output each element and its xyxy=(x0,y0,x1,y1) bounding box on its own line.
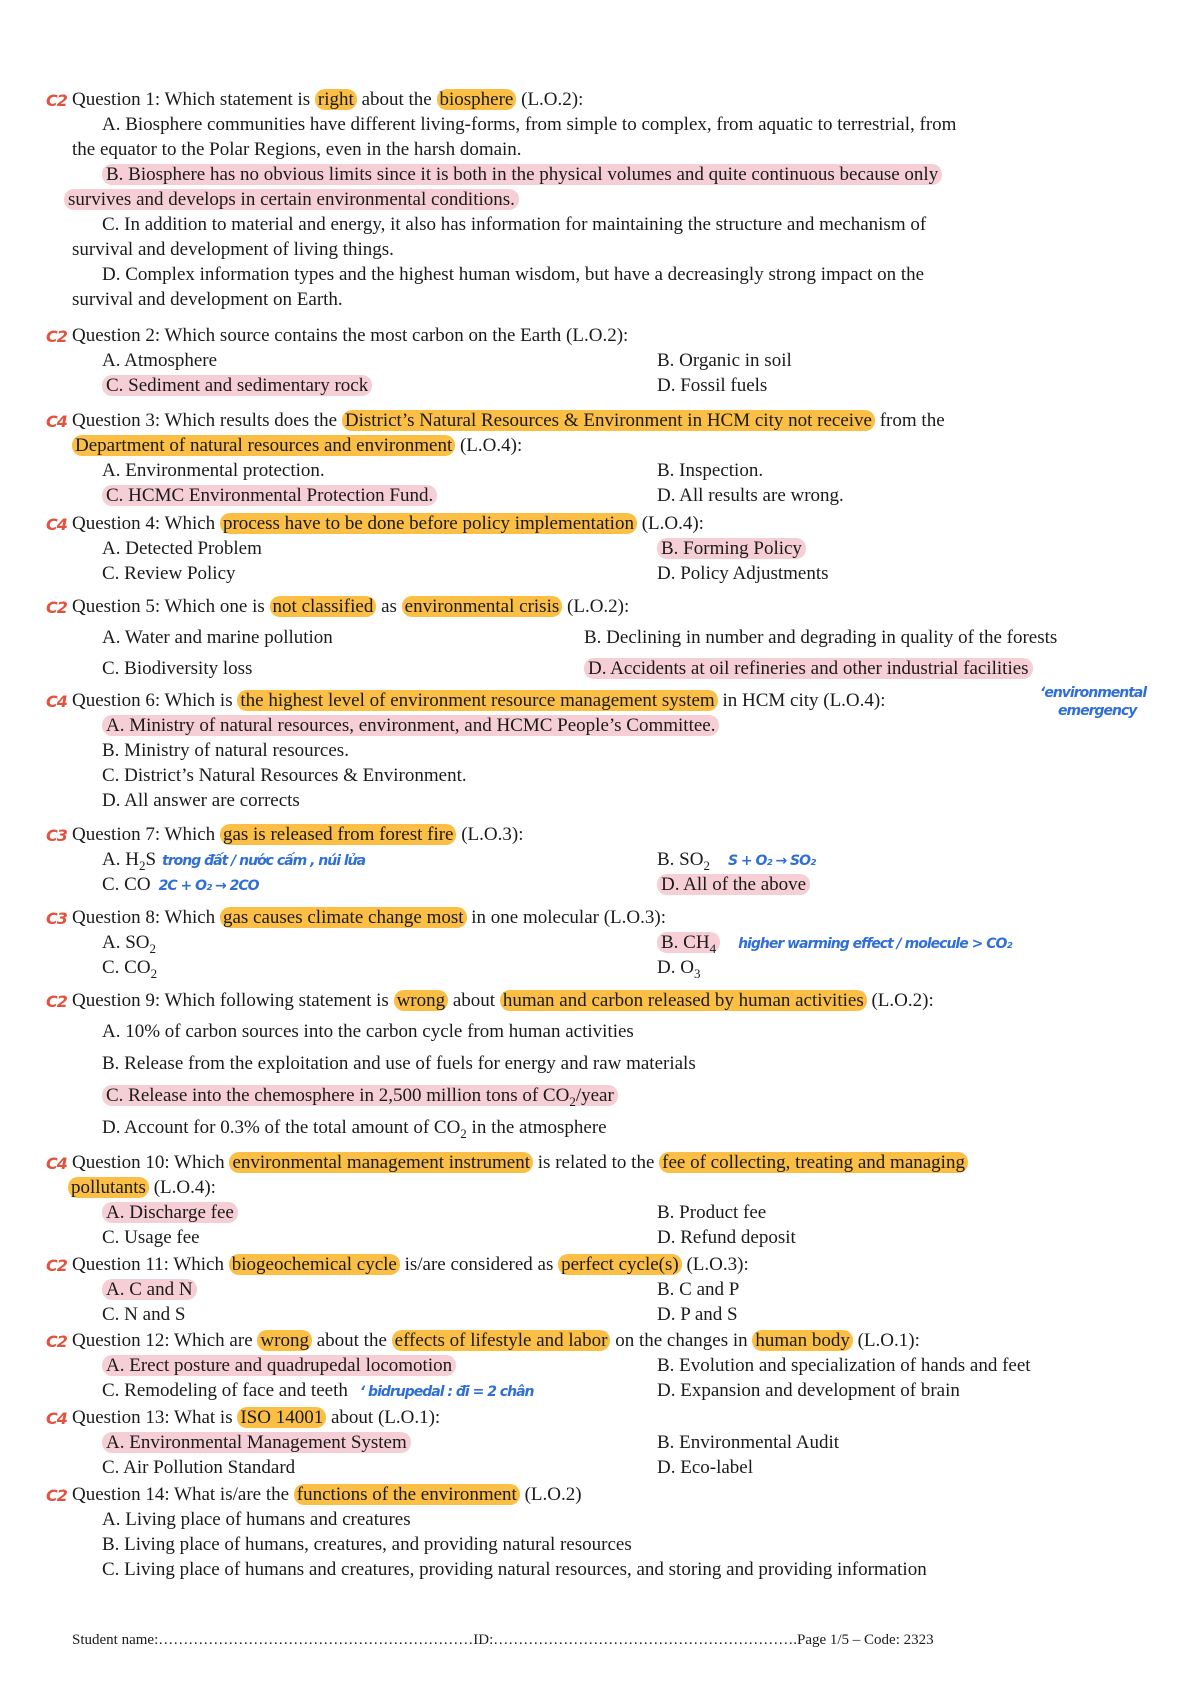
option-c: C. In addition to material and energy, it also has information for maintaining the structure and mechanism of xyxy=(102,214,927,235)
page-footer: Student name:………………………………………………………ID:…………………………………………………….Page 1/5 – Code: 2323 xyxy=(72,1632,934,1648)
question-4: C4 Question 4: Which process have to be done before policy implementation (L.O.4): A. Detected Problem B. Forming Policy C. Review Policy D. Policy Adjustments xyxy=(46,513,829,584)
handwritten-note: ‘environmental emergency xyxy=(1040,685,1147,719)
question-6: C4 Question 6: Which is the highest level of environment resource management system in HCM city (L.O.4): A. Ministry of natural resources, environment, and HCMC People’s Committee. B. Ministry of natural resources. C. District’s Natural Resources & Environment. D. All answer are corrects xyxy=(46,690,886,811)
question-8: C3 Question 8: Which gas causes climate change most in one molecular (L.O.3): A. $SO_2$ B. $CH_4$ higher warming effect / molecule > CO₂ C. $CO_2$ D. $O_3$ xyxy=(46,907,1012,981)
option-a: A. Biosphere communities have different living-forms, from simple to complex, from aquatic to terrestrial, from xyxy=(102,114,957,135)
question-1: C2 Question 1: Which statement is right about the biosphere (L.O.2): A. Biosphere communities have different living-forms, from simple to complex, from aquatic to terrestrial, from the equator to the Polar Regions, even in the harsh domain. B. Biosphere has no obvious limits since it is both in the physical volumes and quite continuous because only survives and develops in certain environmental conditions. C. In addition to material and energy, it also has information for maintaining the structure and mechanism of survival and development of living things. D. Complex information types and the highest human wisdom, but have a decreasingly strong impact on the survival and development on Earth. xyxy=(72,87,1152,312)
question-5: C2 Question 5: Which one is not classified as environmental crisis (L.O.2): A. Water and marine pollution B. Declining in number and degrading in quality of the forests C. Biodiversity loss D. Accidents at oil refineries and other industrial facilities xyxy=(46,596,1058,679)
question-2: C2 Question 2: Which source contains the most carbon on the Earth (L.O.2): A. Atmosphere B. Organic in soil C. Sediment and sedimentary rock D. Fossil fuels xyxy=(46,325,792,396)
question-14: C2 Question 14: What is/are the functions of the environment (L.O.2) A. Living place of humans and creatures B. Living place of humans, creatures, and providing natural resources C. Living place of humans and creatures, providing natural resources, and storing and providing information xyxy=(46,1484,927,1580)
question-3: C4 Question 3: Which results does the District’s Natural Resources & Environment in HCM city not receive from the Department of natural resources and environment (L.O.4): A. Environmental protection. B. Inspection. C. HCMC Environmental Protection Fund. D. All results are wrong. xyxy=(46,410,945,506)
level-tag: C2 xyxy=(46,91,67,110)
option-b: B. Biosphere has no obvious limits since it is both in the physical volumes and quite continuous because only xyxy=(72,162,1152,187)
question-11: C2 Question 11: Which biogeochemical cycle is/are considered as perfect cycle(s) (L.O.3): A. C and N B. C and P C. N and S D. P and S xyxy=(46,1254,749,1325)
question-10: C4 Question 10: Which environmental management instrument is related to the fee of collecting, treating and managing pollutants (L.O.4): A. Discharge fee B. Product fee C. Usage fee D. Refund deposit xyxy=(72,1150,1152,1250)
question-13: C4 Question 13: What is ISO 14001 about (L.O.1): A. Environmental Management System B. Environmental Audit C. Air Pollution Standard D. Eco-label xyxy=(46,1407,840,1478)
option-d: D. Complex information types and the highest human wisdom, but have a decreasingly strong impact on the xyxy=(102,264,925,285)
question-7: C3 Question 7: Which gas is released from forest fire (L.O.3): A. $H_2S$ trong đất / nước cấm , núi lửa B. $SO_2$ S + O₂ → SO₂ C. CO 2C + O₂ → 2CO D. All of the above xyxy=(46,824,816,895)
question-9: C2 Question 9: Which following statement is wrong about human and carbon released by human activities (L.O.2): A. 10% of carbon sources into the carbon cycle from human activities B. Release from the exploitation and use of fuels for energy and raw materials C. Release into the chemosphere in 2,500 million tons of $CO_2$/year D. Account for 0.3% of the total amount of $CO_2$ in the atmosphere xyxy=(46,990,934,1141)
question-12: C2 Question 12: Which are wrong about the effects of lifestyle and labor on the changes in human body (L.O.1): A. Erect posture and quadrupedal locomotion B. Evolution and specialization of hands and feet C. Remodeling of face and teeth ‘ bidrupedal : đi = 2 chân D. Expansion and development of brain xyxy=(46,1330,1031,1401)
